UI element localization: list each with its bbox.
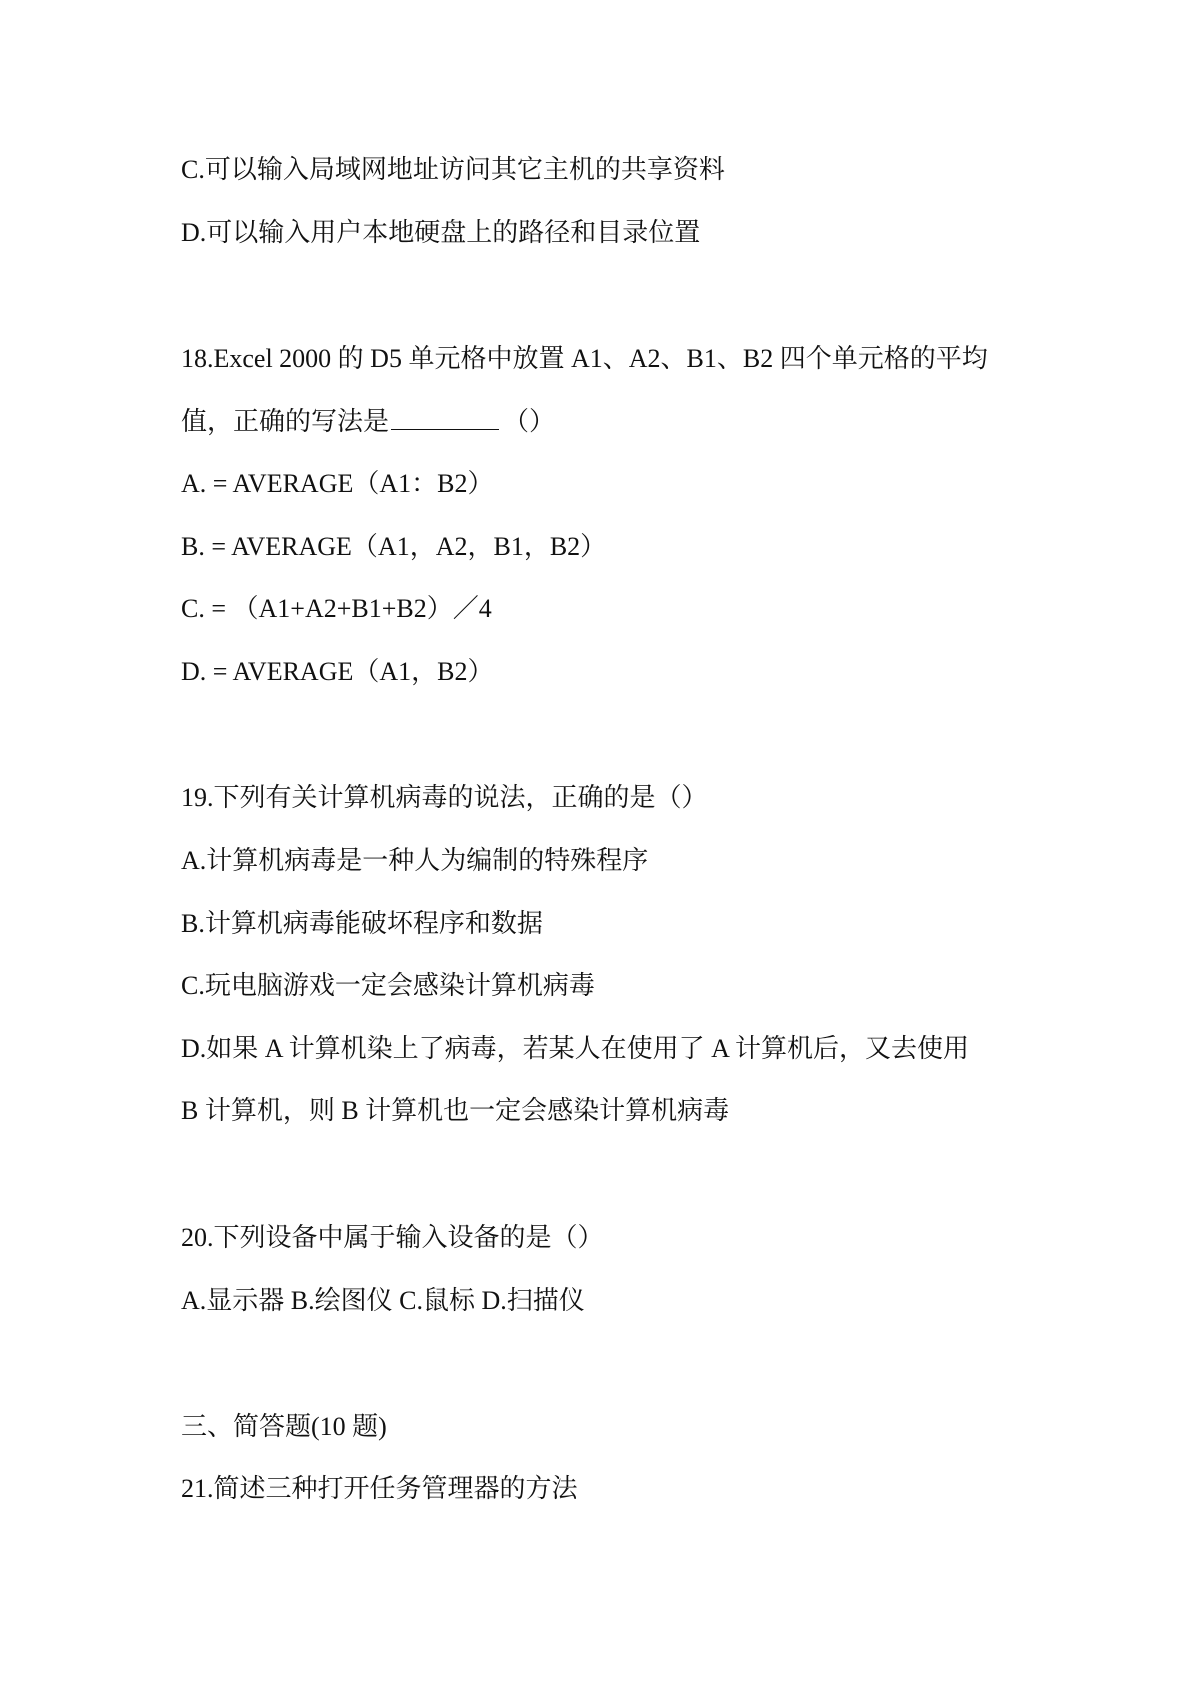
q18-option-c: C. = （A1+A2+B1+B2）／4 — [181, 594, 492, 623]
q18-option-b: B. = AVERAGE（A1，A2，B1，B2） — [181, 532, 607, 561]
q19-option-d-line1: D.如果 A 计算机染上了病毒，若某人在使用了 A 计算机后，又去使用 — [181, 1034, 969, 1063]
q18-stem-paren: （） — [503, 407, 556, 436]
q18-stem-line2 — [181, 405, 555, 439]
q19-option-a: A.计算机病毒是一种人为编制的特殊程序 — [181, 846, 649, 875]
q17-option-c: C.可以输入局域网地址访问其它主机的共享资料 — [181, 155, 725, 184]
q19-option-c: C.玩电脑游戏一定会感染计算机病毒 — [181, 971, 595, 1000]
q21-stem: 21.简述三种打开任务管理器的方法 — [181, 1474, 578, 1503]
q19-stem: 19.下列有关计算机病毒的说法，正确的是（） — [181, 783, 708, 812]
q18-option-d: D. = AVERAGE（A1，B2） — [181, 657, 494, 686]
q19-option-b: B.计算机病毒能破坏程序和数据 — [181, 909, 543, 938]
q20-options: A.显示器 B.绘图仪 C.鼠标 D.扫描仪 — [181, 1286, 585, 1315]
q18-option-a: A. = AVERAGE（A1：B2） — [181, 469, 494, 498]
q18-stem-text: 值，正确的写法是 — [181, 407, 390, 436]
q18-stem-line1: 18.Excel 2000 的 D5 单元格中放置 A1、A2、B1、B2 四个单元格的平均 — [181, 344, 988, 373]
q17-option-d: D.可以输入用户本地硬盘上的路径和目录位置 — [181, 218, 701, 247]
q20-stem: 20.下列设备中属于输入设备的是（） — [181, 1223, 604, 1252]
q19-option-d-line2: B 计算机，则 B 计算机也一定会感染计算机病毒 — [181, 1096, 730, 1125]
answer-blank — [391, 407, 499, 430]
section3-title: 三、简答题(10 题) — [181, 1412, 387, 1441]
